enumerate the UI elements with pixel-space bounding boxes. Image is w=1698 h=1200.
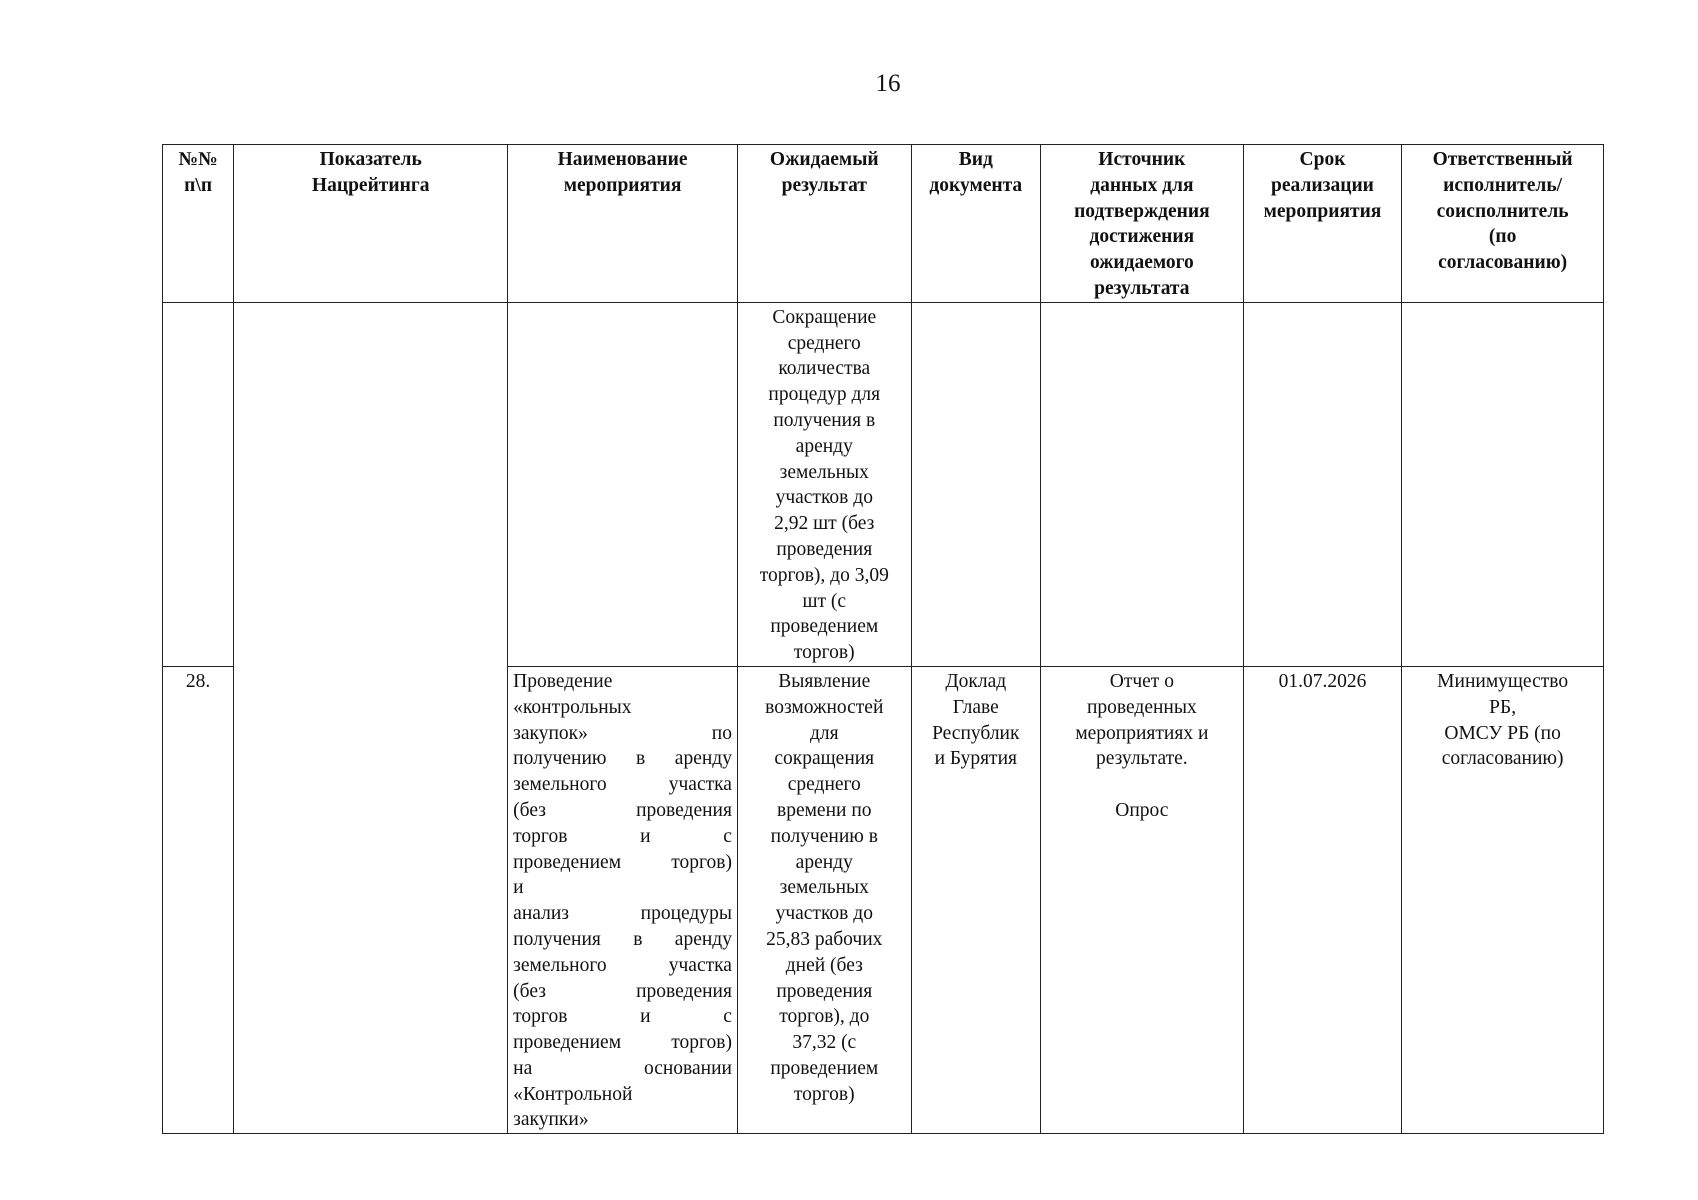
cell-number: 28. (163, 666, 234, 1133)
cell-data-source-empty (1041, 302, 1244, 666)
event-line: торгов и с (513, 1006, 732, 1028)
header-row (163, 145, 1604, 303)
event-line: получения в аренду (513, 928, 732, 950)
event-line: «Контрольной (513, 1083, 633, 1105)
cell-data-source: Отчет о проведенных мероприятиях и результате. Опрос (1041, 666, 1244, 1133)
cell-number-empty (163, 302, 234, 666)
event-line: (без проведения (513, 980, 732, 1002)
cell-expected-result: Сокращение среднего количества процедур для получения в аренду земельных участков до 2,92 шт (без проведения торгов), до 3,09 шт (с проведением торгов) (737, 302, 911, 666)
event-line: анализ процедуры (513, 903, 732, 925)
cell-indicator-empty (234, 302, 508, 1134)
cell-deadline-empty (1243, 302, 1402, 666)
event-line: на основании (513, 1057, 732, 1079)
event-line: (без проведения (513, 799, 732, 821)
header-event-name: Наименование мероприятия (508, 145, 738, 303)
cell-event-name (508, 666, 738, 1133)
table-row (163, 302, 1604, 666)
event-line: закупки» (513, 1109, 589, 1131)
event-line: земельного участка (513, 774, 732, 796)
cell-responsible-empty (1402, 302, 1604, 666)
header-document-type: Вид документа (911, 145, 1040, 303)
cell-expected-result: Выявление возможностей для сокращения среднего времени по получению в аренду земельных участков до 25,83 рабочих дней (без проведения торгов), до 37,32 (с проведением торгов) (737, 666, 911, 1133)
header-deadline: Срок реализации мероприятия (1243, 145, 1402, 303)
event-line: получению в аренду (513, 748, 732, 770)
header-data-source: Источник данных для подтверждения достижения ожидаемого результата (1041, 145, 1244, 303)
event-line: торгов и с (513, 825, 732, 847)
header-expected-result: Ожидаемый результат (737, 145, 911, 303)
event-line: «контрольных (513, 696, 632, 718)
header-responsible: Ответственный исполнитель/ соисполнитель (по согласованию) (1402, 145, 1604, 303)
measures-table (162, 144, 1604, 1134)
event-line: Проведение (513, 670, 613, 692)
event-line: проведением торгов) (513, 1032, 732, 1054)
cell-event-empty (508, 302, 738, 666)
cell-document-type: Доклад Главе Республик и Бурятия (911, 666, 1040, 1133)
cell-deadline: 01.07.2026 (1243, 666, 1402, 1133)
event-line: проведением торгов) (513, 851, 732, 873)
event-line: закупок» по (513, 722, 732, 744)
event-line: и (513, 877, 524, 899)
header-number: №№ п\п (163, 145, 234, 303)
event-line: земельного участка (513, 954, 732, 976)
header-indicator: Показатель Нацрейтинга (234, 145, 508, 303)
cell-responsible: Минимущество РБ, ОМСУ РБ (по согласованию) (1402, 666, 1604, 1133)
cell-document-type-empty (911, 302, 1040, 666)
page-number: 16 (875, 70, 901, 97)
